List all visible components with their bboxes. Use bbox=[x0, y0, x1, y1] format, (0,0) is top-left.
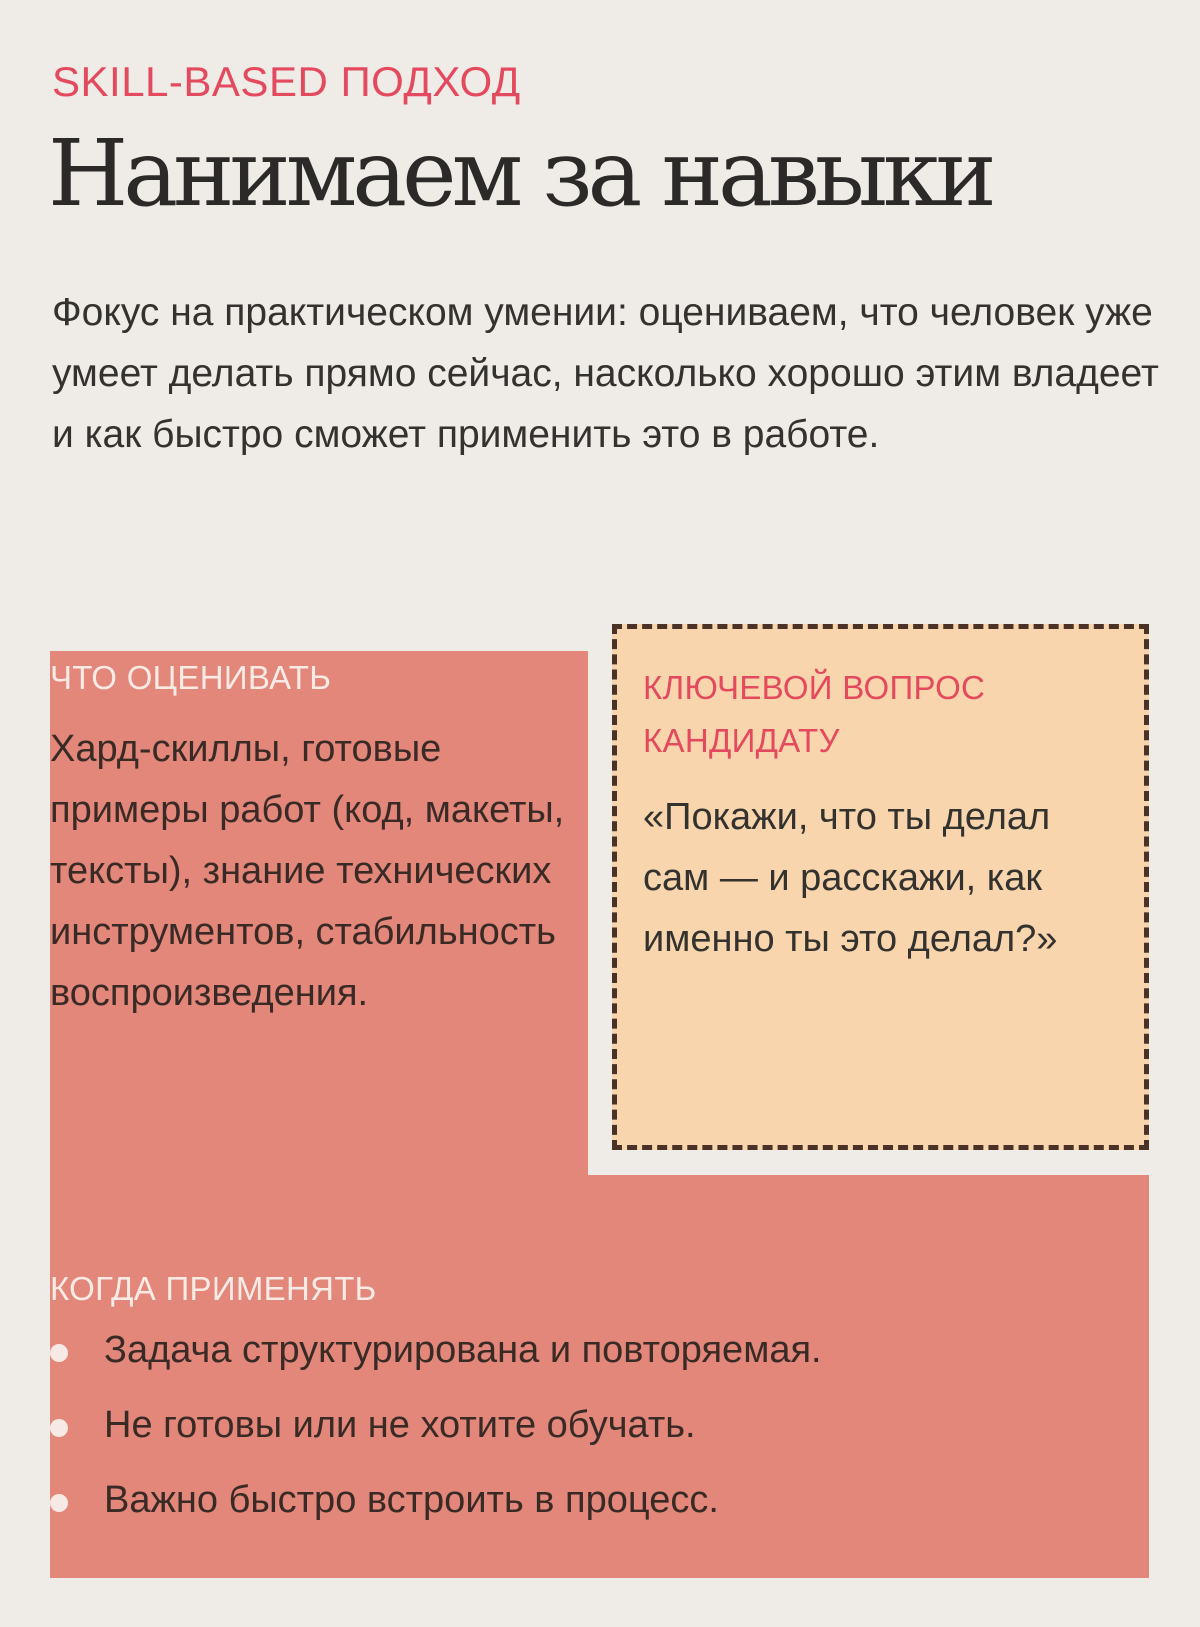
list-item bbox=[50, 1328, 1130, 1403]
eyebrow-label: SKILL-BASED ПОДХОД bbox=[52, 58, 521, 105]
list-item bbox=[50, 1403, 1130, 1478]
page-title: Нанимаем за навыки bbox=[48, 120, 992, 227]
list-item bbox=[50, 1478, 1130, 1553]
evaluate-label: ЧТО ОЦЕНИВАТЬ bbox=[50, 659, 332, 696]
bullet-icon bbox=[50, 1419, 68, 1437]
lead-paragraph: Фокус на практическом умении: оцениваем, что человек уже умеет делать прямо сейчас, насколько хорошо этим владеет и как быстро сможет применить это в работе. bbox=[52, 291, 1159, 456]
key-question-text: «Покажи, что ты делал сам — и расскажи, как именно ты это делал?» bbox=[643, 796, 1058, 960]
when-to-apply-label: КОГДА ПРИМЕНЯТЬ bbox=[50, 1270, 377, 1307]
when-to-apply-section bbox=[50, 1270, 1130, 1553]
key-question-label: КЛЮЧЕВОЙ ВОПРОС КАНДИДАТУ bbox=[643, 669, 986, 759]
list-item-text: Не готовы или не хотите обучать. bbox=[104, 1404, 696, 1446]
bullet-icon bbox=[50, 1494, 68, 1512]
when-to-apply-list bbox=[50, 1328, 1130, 1553]
bullet-icon bbox=[50, 1344, 68, 1362]
evaluate-section bbox=[50, 651, 570, 1024]
list-item-text: Важно быстро встроить в процесс. bbox=[104, 1479, 719, 1521]
list-item-text: Задача структурирована и повторяемая. bbox=[104, 1329, 822, 1371]
evaluate-text: Хард-скиллы, готовые примеры работ (код, макеты, тексты), знание технических инструментов, стабильность воспроизведения. bbox=[50, 728, 565, 1014]
key-question-card bbox=[612, 624, 1149, 1150]
